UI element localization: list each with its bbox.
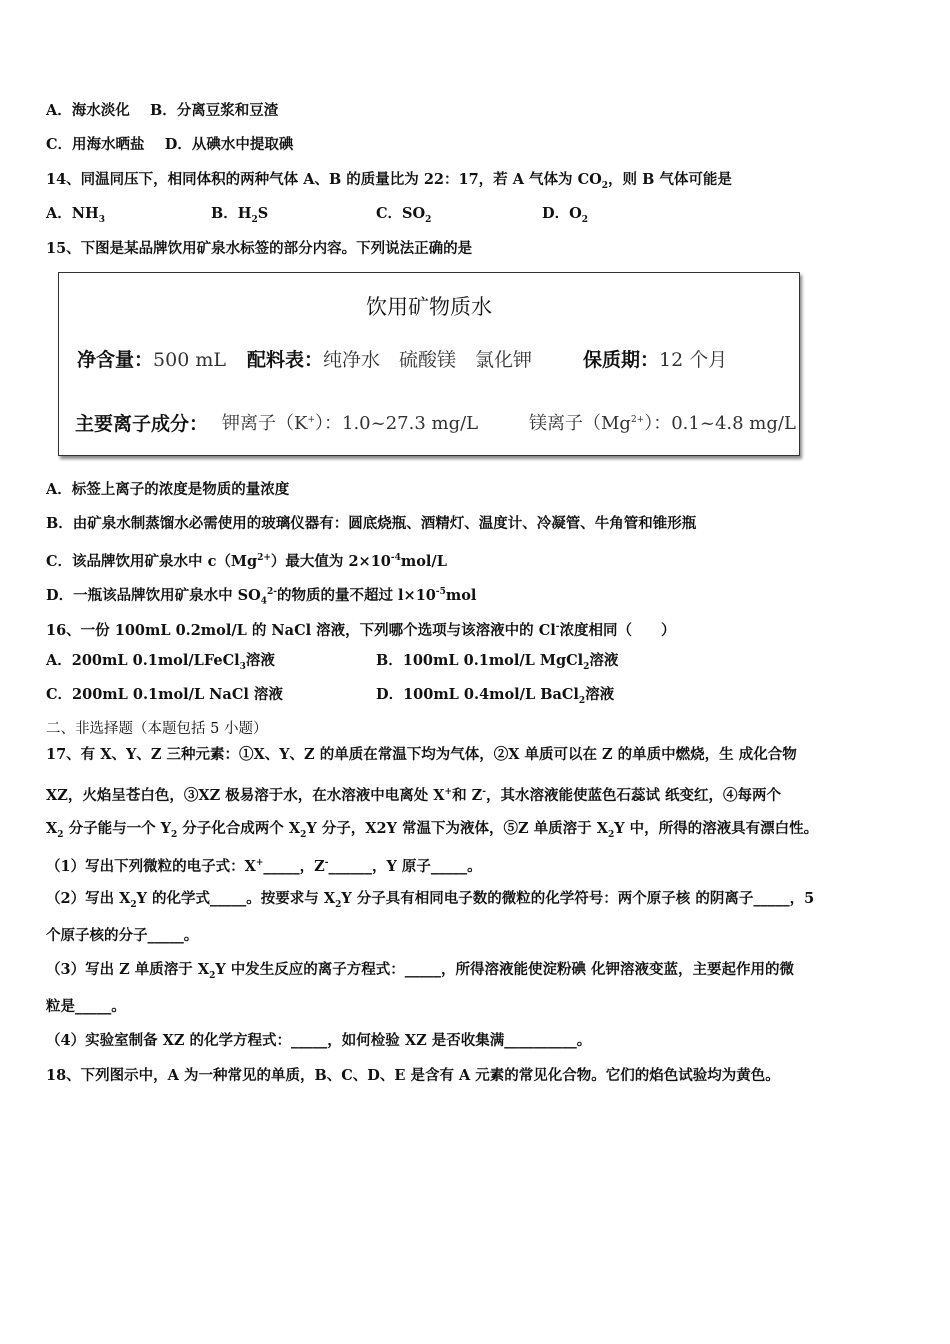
q14-option-a: A．$NH_3$ [46, 205, 105, 225]
q15-option-b: B．由矿泉水制蒸馏水必需使用的玻璃仪器有：圆底烧瓶、酒精灯、温度计、冷凝管、牛角管和锥形瓶 [46, 515, 697, 532]
label-net-content: 净含量：500 mL [77, 349, 226, 371]
q16-option-d: D．100mL 0.4mol/L BaCl$_2$溶液 [376, 686, 615, 706]
q16-option-c: C．200mL 0.1mol/L NaCl 溶液 [46, 686, 283, 703]
q14-stem: 14、同温同压下，相同体积的两种气体 A、B 的质量比为 22：17，若 A 气体为 $CO_2$，则 B 气体可能是 [46, 171, 732, 191]
q17-part-2: （2）写出 $X_2Y$ 的化学式_____。按要求与 $X_2Y$ 分子具有相同电子数的微粒的化学符号：两个原子核 的阴离子_____，5 [46, 890, 815, 910]
label-magnesium-ion: 镁离子$(Mg^{2+})$：0.1~4.8 mg/L [529, 413, 796, 434]
q17-line-3: $X_2$ 分子能与一个 $Y_2$ 分子化合成两个 $X_2Y$ 分子，X2Y 常温下为液体，⑤Z 单质溶于 $X_2Y$ 中，所得的溶液具有漂白性。 [46, 820, 819, 840]
q14-option-b: B．$H_2S$ [211, 205, 269, 225]
label-ingredients: 配料表：纯净水 硫酸镁 氯化钾 [247, 349, 533, 371]
q13-options-row1 [46, 101, 910, 121]
q17-part-3: （3）写出 Z 单质溶于 $X_2Y$ 中发生反应的离子方程式：_____，所得溶液能使淀粉碘 化钾溶液变蓝，主要起作用的微 [46, 961, 795, 981]
label-shelf-life: 保质期：12 个月 [583, 349, 728, 371]
q18-stem: 18、下列图示中，A 为一种常见的单质，B、C、D、E 是含有 A 元素的常见化合物。它们的焰色试验均为黄色。 [46, 1067, 780, 1084]
q16-stem: 16、一份 100mL 0.2mol/L 的 NaCl 溶液，下列哪个选项与该溶液中的 Cl-浓度相同（ ） [46, 621, 676, 639]
q16-option-a: A．200mL 0.1mol/LFeCl$_3$溶液 [46, 652, 275, 672]
section-2-heading: 二、非选择题（本题包括 5 小题） [46, 721, 268, 737]
q15-option-c: C．该品牌饮用矿泉水中 $c(Mg^{2+})$最大值为 $2\times 10^{-4}mol/L$ [46, 552, 447, 570]
q17-part-3-cont: 粒是_____。 [46, 998, 126, 1015]
q15-stem: 15、下图是某品牌饮用矿泉水标签的部分内容。下列说法正确的是 [46, 240, 473, 257]
q17-part-4: （4）实验室制备 XZ 的化学方程式：_____，如何检验 XZ 是否收集满__________。 [46, 1032, 592, 1049]
q13-options-row2 [46, 135, 910, 155]
q16-option-b: B．100mL 0.1mol/L MgCl$_2$溶液 [376, 652, 619, 672]
label-main-ions: 主要离子成分： [75, 413, 209, 435]
q17-part-1: （1）写出下列微粒的电子式：X+_____，Z-______，Y 原子_____。 [46, 857, 482, 875]
q15-option-a: A．标签上离子的浓度是物质的量浓度 [46, 481, 290, 498]
mineral-water-label [58, 272, 800, 456]
q17-line-2: XZ，火焰呈苍白色，③XZ 极易溶于水，在水溶液中电离处 X+和 Z-，其水溶液能使蓝色石蕊试 纸变红，④每两个 [46, 786, 781, 804]
q14-option-c: C．$SO_2$ [376, 205, 432, 225]
q13-option-c: C．用海水晒盐 [46, 136, 145, 153]
label-title: 饮用矿物质水 [366, 295, 492, 319]
q17-line-1: 17、有 X、Y、Z 三种元素：①X、Y、Z 的单质在常温下均为气体，②X 单质可以在 Z 的单质中燃烧，生 成化合物 [46, 746, 797, 763]
label-potassium-ion: 钾离子（K+）：1.0~27.3 mg/L [222, 413, 479, 434]
q14-option-d: D．$O_2$ [542, 205, 588, 225]
q17-part-2-cont: 个原子核的分子_____。 [46, 927, 199, 944]
q13-option-b: B．分离豆浆和豆渣 [149, 102, 279, 119]
q15-option-d: D．一瓶该品牌饮用矿泉水中 $SO_4^{2-}$的物质的量不超过 $l\times 10^{-5}mol$ [46, 586, 477, 607]
q13-option-d: D．从碘水中提取碘 [164, 136, 294, 153]
q13-option-a: A．海水淡化 [46, 102, 130, 119]
